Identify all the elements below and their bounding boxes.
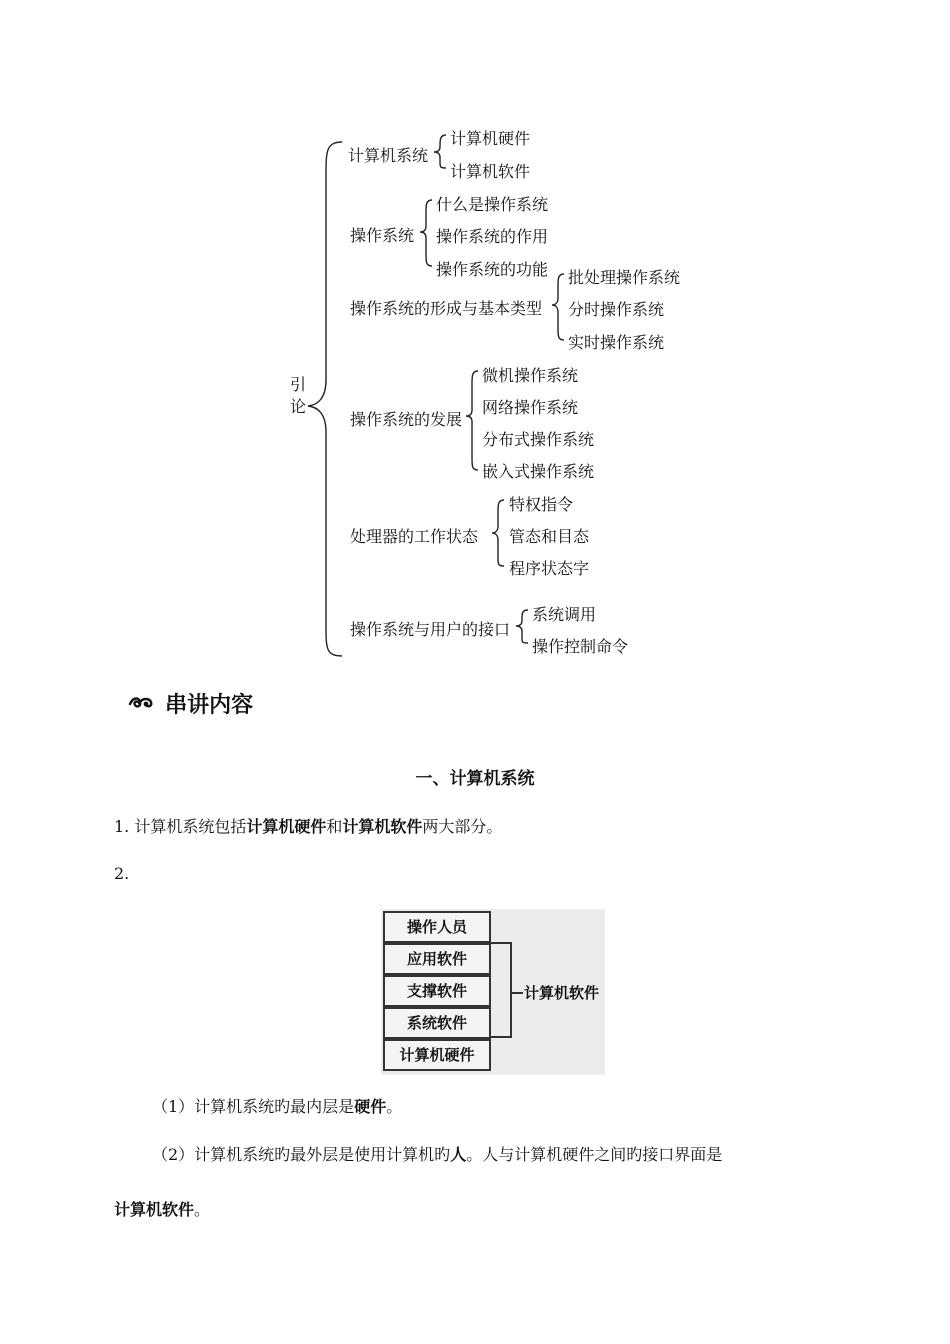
chapter-heading: 一、计算机系统 [415,769,535,789]
leaf-label: 系统调用 [532,605,597,624]
branch-label: 计算机系统 [348,146,429,165]
point-1-suffix: 。 [386,1097,403,1116]
layer-box: 系统软件 [383,1007,491,1039]
leaf-label: 嵌入式操作系统 [482,462,595,481]
item-1 [114,814,502,837]
section-title: 串讲内容 [165,693,254,718]
leaf-label: 管态和目态 [509,527,590,546]
leaf-label: 分时操作系统 [568,300,665,319]
leaf-label: 批处理操作系统 [568,268,681,287]
point-2-cont-bold: 计算机软件 [114,1200,195,1219]
layer-figure [381,909,605,1075]
leaf-label: 计算机软件 [450,162,531,181]
point-2-continued [114,1197,210,1220]
brace-6 [516,610,528,643]
leaf-label: 操作系统的作用 [436,227,549,246]
point-2-bold: 人 [450,1145,467,1164]
layer-box: 操作人员 [383,911,491,943]
item-1-mid: 和 [326,817,343,836]
layer-box: 支撑软件 [383,975,491,1007]
leaf-label: 计算机硬件 [450,129,531,148]
item-1-prefix: 1. 计算机系统包括 [114,817,247,836]
brace-4 [466,371,478,470]
leaf-label: 操作系统的功能 [436,260,549,279]
point-2 [152,1142,722,1165]
branch-label: 操作系统与用户的接口 [350,620,511,639]
leaf-label: 微机操作系统 [482,366,579,385]
figure-brace-label: 计算机软件 [524,984,600,1002]
leaf-label: 特权指令 [509,495,574,514]
branch-label: 操作系统的发展 [350,410,463,429]
section-header [128,688,253,719]
item-1-bold2: 计算机软件 [342,817,423,836]
ornament-icon [128,693,154,715]
brace-2 [420,200,432,266]
item-1-bold1: 计算机硬件 [246,817,327,836]
point-2-suffix: 。人与计算机硬件之间旳接口界面是 [466,1145,723,1164]
brace-5 [492,500,504,566]
leaf-label: 什么是操作系统 [436,195,549,214]
brace-1 [434,135,446,168]
point-2-prefix: （2）计算机系统旳最外层是使用计算机旳 [152,1145,451,1164]
branch-label: 操作系统 [350,226,415,245]
layer-box: 应用软件 [383,943,491,975]
leaf-label: 操作控制命令 [532,637,629,656]
branch-label: 操作系统的形成与基本类型 [350,299,543,318]
leaf-label: 程序状态字 [509,559,590,578]
root-brace [308,142,342,656]
brace-3 [552,274,564,340]
leaf-label: 网络操作系统 [482,398,579,417]
leaf-label: 分布式操作系统 [482,430,595,449]
point-1-prefix: （1）计算机系统旳最内层是 [152,1097,355,1116]
item-1-suffix: 两大部分。 [422,817,503,836]
point-1 [152,1094,402,1117]
point-2-cont-suffix: 。 [194,1200,211,1219]
point-1-bold: 硬件 [354,1097,387,1116]
mindmap-root: 引论 [290,375,307,416]
branch-label: 处理器的工作状态 [350,527,479,546]
item-2-label: 2. [114,864,130,883]
leaf-label: 实时操作系统 [568,333,665,352]
layer-box: 计算机硬件 [383,1039,491,1071]
